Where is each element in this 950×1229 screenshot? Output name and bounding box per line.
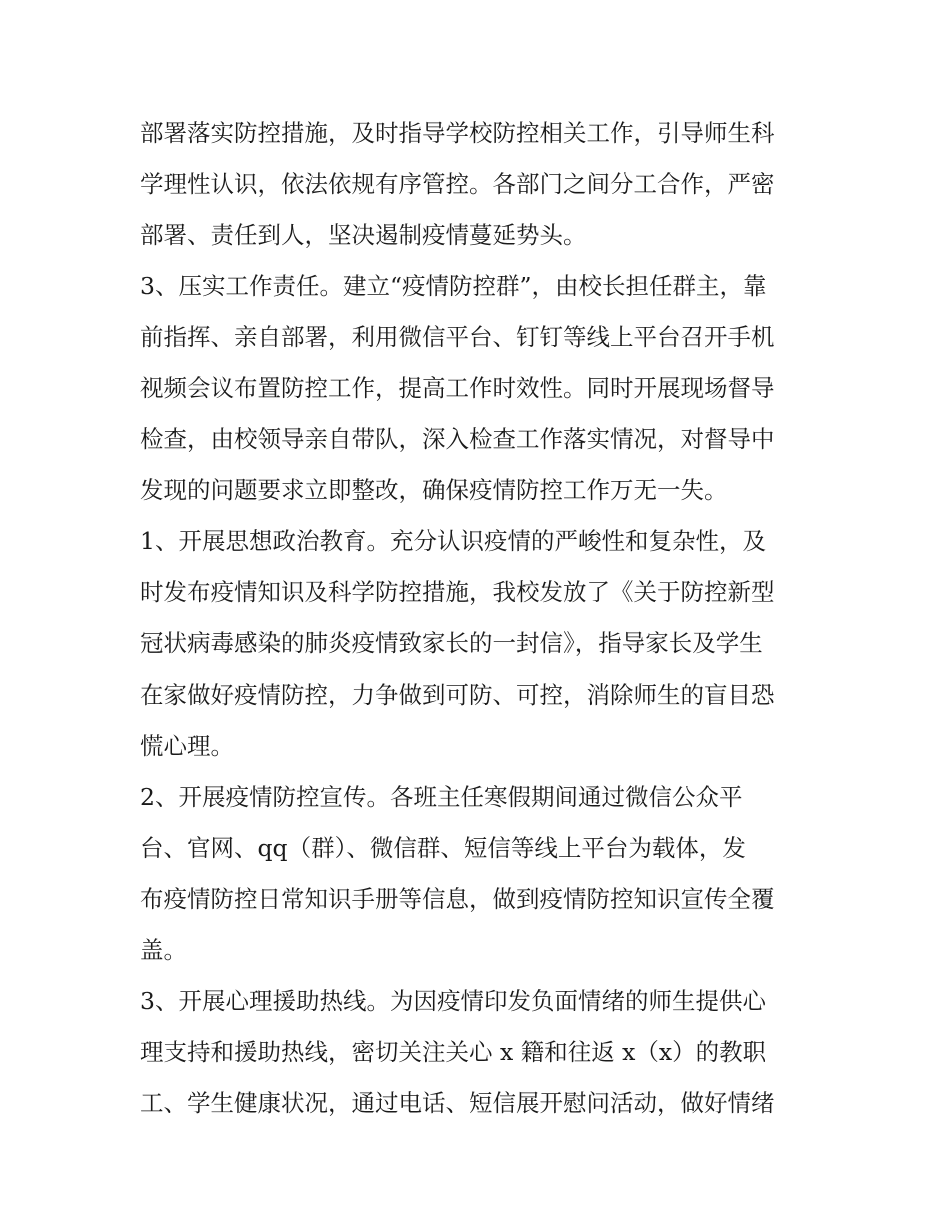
text-line: 视频会议布置防控工作，提高工作时效性。同时开展现场督导 bbox=[140, 374, 775, 403]
body-text bbox=[140, 108, 830, 1129]
text-line: 3、压实工作责任。建立“疫情防控群”，由校长担任群主，靠 bbox=[140, 272, 767, 301]
text-line: 在家做好疫情防控，力争做到可防、可控，消除师生的盲目恐 bbox=[140, 680, 775, 709]
text-line: 部署、责任到人，坚决遏制疫情蔓延势头。 bbox=[140, 221, 587, 250]
text-line: 理支持和援助热线，密切关注关心 x 籍和往返 x（x）的教职 bbox=[140, 1037, 767, 1066]
text-line: 3、开展心理援助热线。为因疫情印发负面情绪的师生提供心 bbox=[140, 986, 766, 1015]
text-line: 检查，由校领导亲自带队，深入检查工作落实情况，对督导中 bbox=[140, 425, 775, 454]
text-line: 部署落实防控措施，及时指导学校防控相关工作，引导师生科 bbox=[140, 119, 775, 147]
text-line: 盖。 bbox=[140, 935, 187, 964]
text-line: 冠状病毒感染的肺炎疫情致家长的一封信》，指导家长及学生 bbox=[140, 629, 763, 658]
text-line: 慌心理。 bbox=[140, 731, 234, 760]
text-line: 布疫情防控日常知识手册等信息，做到疫情防控知识宣传全覆 bbox=[140, 884, 775, 913]
text-line: 台、官网、qq（群）、微信群、短信等线上平台为载体，发 bbox=[140, 833, 746, 862]
text-line: 工、学生健康状况，通过电话、短信展开慰问活动，做好情绪 bbox=[140, 1088, 775, 1117]
text-line: 时发布疫情知识及科学防控措施，我校发放了《关于防控新型 bbox=[140, 578, 775, 607]
text-line: 2、开展疫情防控宣传。各班主任寒假期间通过微信公众平 bbox=[140, 782, 743, 811]
text-line: 1、开展思想政治教育。充分认识疫情的严峻性和复杂性，及 bbox=[140, 527, 766, 556]
text-line: 学理性认识，依法依规有序管控。各部门之间分工合作，严密 bbox=[140, 170, 775, 199]
text-line: 前指挥、亲自部署，利用微信平台、钉钉等线上平台召开手机 bbox=[140, 323, 775, 352]
text-line: 发现的问题要求立即整改，确保疫情防控工作万无一失。 bbox=[140, 476, 728, 505]
